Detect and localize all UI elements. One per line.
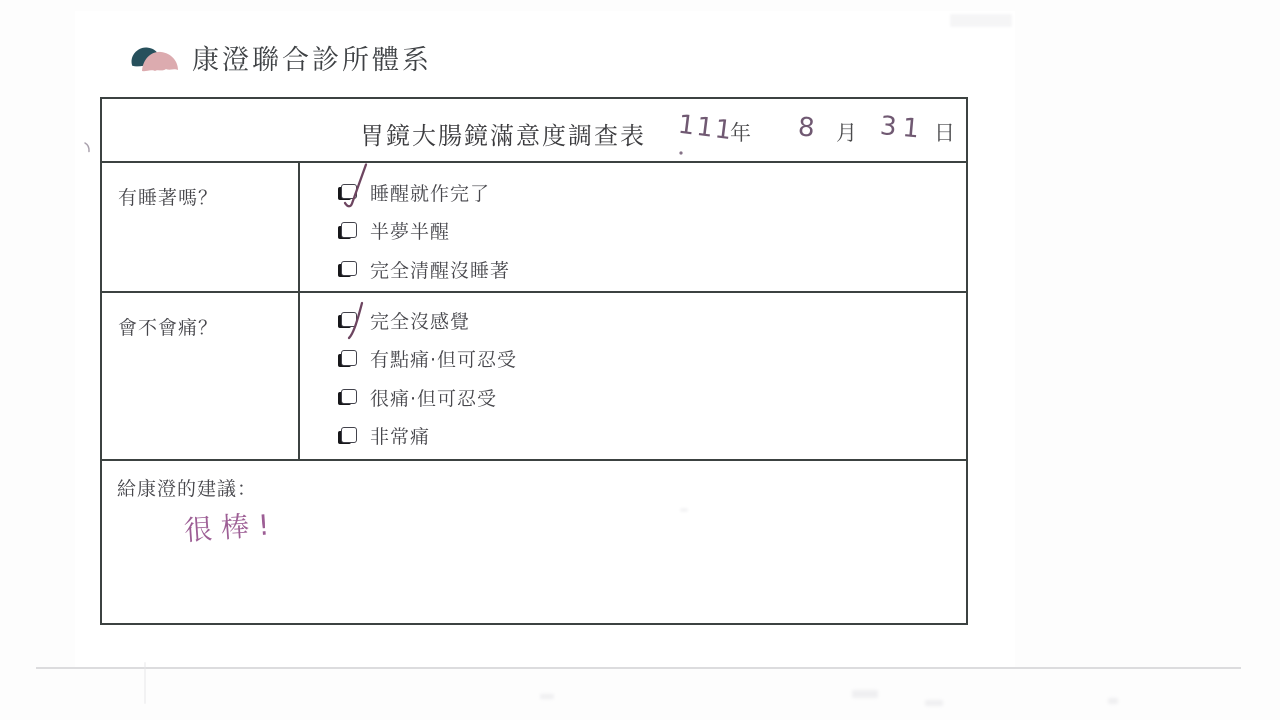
clinic-logo-icon	[128, 40, 182, 76]
option-label: 睡醒就作完了	[370, 182, 491, 205]
checkbox-icon	[340, 427, 357, 444]
option-row	[340, 417, 966, 456]
question-label-cell	[102, 293, 300, 459]
scan-artifact	[540, 694, 554, 699]
option-row	[340, 173, 966, 212]
option-row	[340, 378, 966, 417]
scan-artifact	[680, 508, 688, 512]
checkbox-icon	[340, 184, 357, 201]
day-label: 日	[934, 121, 955, 145]
option-label: 完全沒感覺	[370, 310, 471, 333]
suggestion-label: 給康澄的建議：	[117, 478, 258, 500]
scan-artifact	[950, 14, 1012, 27]
handwritten-day: 31	[878, 111, 927, 145]
option-label: 很痛·但可忍受	[370, 387, 498, 410]
option-label: 非常痛	[370, 426, 431, 449]
checkbox-icon	[340, 222, 357, 239]
clinic-name: 康澄聯合診所體系	[192, 45, 432, 76]
question-options-cell	[300, 163, 966, 291]
option-row	[340, 212, 966, 251]
handwritten-response: 很棒!	[183, 507, 280, 548]
option-label: 完全清醒沒睡著	[370, 259, 511, 282]
question-row-sleep	[102, 163, 966, 293]
checkbox-icon	[340, 389, 357, 406]
question-row-pain	[102, 293, 966, 461]
question-options-cell	[300, 293, 966, 459]
month-label: 月	[836, 121, 857, 145]
paper-bottom-edge	[36, 667, 1241, 669]
suggestion-row	[102, 461, 966, 619]
survey-table	[100, 97, 968, 625]
question-label-cell	[102, 163, 300, 291]
scan-artifact	[144, 662, 146, 704]
scan-artifact	[1108, 698, 1118, 704]
checkbox-icon	[340, 312, 357, 329]
year-label: 年	[730, 121, 751, 145]
checkbox-icon	[340, 350, 357, 367]
question-label: 會不會痛？	[118, 317, 219, 339]
form-title: 胃鏡大腸鏡滿意度調查表	[360, 122, 646, 150]
scan-artifact	[852, 690, 878, 698]
option-label: 有點痛·但可忍受	[370, 349, 518, 372]
handwritten-month: 8	[796, 112, 816, 144]
handwritten-year: 111	[676, 109, 736, 147]
option-label: 半夢半醒	[370, 221, 451, 244]
option-row	[340, 340, 966, 379]
option-row	[340, 301, 966, 340]
option-row	[340, 250, 966, 289]
checkbox-icon	[340, 261, 357, 278]
question-label: 有睡著嗎？	[118, 187, 219, 209]
table-title-row	[102, 99, 966, 163]
scan-artifact	[925, 700, 943, 706]
clinic-logo	[128, 38, 432, 77]
